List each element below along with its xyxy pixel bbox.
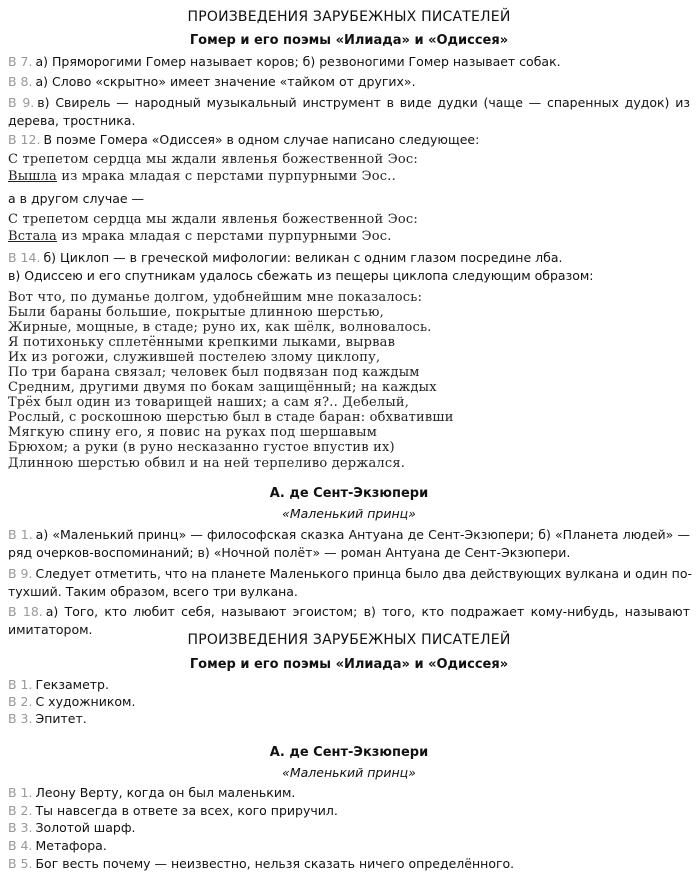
answer-item xyxy=(8,785,690,801)
answer-item xyxy=(8,820,690,836)
answer-item xyxy=(8,54,690,70)
answer-text: С художником. xyxy=(35,694,136,709)
answer-item xyxy=(8,95,690,111)
answer-label: В 1. xyxy=(8,677,33,692)
answer-label: В 12. xyxy=(8,132,41,147)
author-heading: А. де Сент-Экзюпери xyxy=(269,745,429,760)
answer-text: а) Того, кто любит себя, называют эгоистом; в) того, кто подражает кому-нибудь, называют xyxy=(45,604,690,619)
answer-item xyxy=(8,604,690,620)
section-subtitle: Гомер и его поэмы «Илиада» и «Одиссея» xyxy=(189,33,509,48)
answer-text: а) Слово «скрытно» имеет значение «тайком от других». xyxy=(35,74,416,89)
underlined-word: Вышла xyxy=(8,169,57,184)
answer-text: Бог весть почему — неизвестно, нельзя сказать ничего определённого. xyxy=(35,856,515,871)
answer-text: Следует отметить, что на планете Маленького принца было два действующих вулкана и один по- xyxy=(35,566,693,581)
answer-text: Гекзаметр. xyxy=(35,677,109,692)
answer-item xyxy=(8,74,690,90)
answer-label: В 14. xyxy=(8,250,41,265)
poem-line xyxy=(8,229,690,245)
poem-line: Длинною шерстью обвил и на ней терпеливо держался. xyxy=(8,456,406,471)
answer-text: в) Свирель — народный музыкальный инструмент в виде дудки (чаще — спаренных дудок) из xyxy=(37,95,690,110)
underlined-word: Встала xyxy=(8,229,57,244)
answer-label: В 1. xyxy=(8,785,33,800)
answer-item xyxy=(8,803,690,819)
answer-label: В 1. xyxy=(8,527,33,542)
answer-text: Золотой шарф. xyxy=(35,820,136,835)
poem-line: Я потихоньку сплетёнными крепкими лыками, вырвав xyxy=(8,335,396,350)
answer-label: В 5. xyxy=(8,856,33,871)
answer-text: Метафора. xyxy=(35,838,107,853)
answer-item xyxy=(8,711,690,727)
poem-line: Трёх был один из товарищей наших; а сам я?.. Дебелый, xyxy=(8,395,410,410)
poem-line xyxy=(8,169,690,185)
answer-text: Леону Верту, когда он был маленьким. xyxy=(35,785,296,800)
poem-text: из мрака младая с перстами пурпурными Эос. xyxy=(57,229,392,244)
answer-text: б) Циклоп — в греческой мифологии: великан с одним глазом посредине лба. xyxy=(43,250,563,265)
author-heading: А. де Сент-Экзюпери xyxy=(269,486,429,501)
answer-text-cont: дерева, тростника. xyxy=(8,113,136,128)
poem-line: Были бараны большие, покрытые длинною шерстью, xyxy=(8,305,384,320)
section-subtitle: Гомер и его поэмы «Илиада» и «Одиссея» xyxy=(189,657,509,672)
answer-text: в) Одиссею и его спутникам удалось сбежать из пещеры циклопа следующим образом: xyxy=(8,268,594,283)
answer-label: В 7. xyxy=(8,54,33,69)
answer-text: а) «Маленький принц» — философская сказка Антуана де Сент-Экзюпери; б) «Планета людей» — xyxy=(35,527,690,542)
paragraph: а в другом случае — xyxy=(8,191,145,206)
answer-label: В 3. xyxy=(8,820,33,835)
answer-text: а) Пряморогими Гомер называет коров; б) резвоногими Гомер называет собак. xyxy=(35,54,561,69)
poem-line: Жирные, мощные, в стаде; руно их, как шёлк, волновалось. xyxy=(8,320,432,335)
answer-text: Эпитет. xyxy=(35,711,87,726)
answer-text: Ты навсегда в ответе за всех, кого приручил. xyxy=(35,803,338,818)
answer-item xyxy=(8,132,690,148)
poem-line: С трепетом сердца мы ждали явленья божественной Эос: xyxy=(8,152,418,167)
poem-line: Средним, другими двумя по бокам защищённый; на каждых xyxy=(8,380,437,395)
poem-line: Рослый, с роскошною шерстью был в стаде баран: обхвативши xyxy=(8,410,454,425)
work-title: «Маленький принц» xyxy=(282,506,416,521)
answer-item xyxy=(8,527,690,543)
answer-item xyxy=(8,694,690,710)
section-title: ПРОИЗВЕДЕНИЯ ЗАРУБЕЖНЫХ ПИСАТЕЛЕЙ xyxy=(187,632,511,648)
poem-line: По три барана связал; человек был подвязан под каждым xyxy=(8,365,420,380)
answer-text: В поэме Гомера «Одиссея» в одном случае написано следующее: xyxy=(43,132,480,147)
answer-item xyxy=(8,250,690,266)
answer-label: В 4. xyxy=(8,838,33,853)
answer-label: В 2. xyxy=(8,803,33,818)
answer-label: В 2. xyxy=(8,694,33,709)
poem-line: Брюхом; а руки (в руно несказанно густое впустив их) xyxy=(8,440,395,455)
answer-text-cont: тухший. Таким образом, всего три вулкана. xyxy=(8,584,298,599)
answer-item xyxy=(8,856,690,872)
answer-label: В 8. xyxy=(8,74,33,89)
poem-line: С трепетом сердца мы ждали явленья божественной Эос: xyxy=(8,212,418,227)
section-title: ПРОИЗВЕДЕНИЯ ЗАРУБЕЖНЫХ ПИСАТЕЛЕЙ xyxy=(187,9,511,25)
answer-item xyxy=(8,838,690,854)
poem-line: Вот что, по думанье долгом, удобнейшим мне показалось: xyxy=(8,290,423,305)
answer-label: В 18. xyxy=(8,604,43,619)
work-title: «Маленький принц» xyxy=(282,765,416,780)
answer-text-cont: ряд очерков-воспоминаний; в) «Ночной полёт» — роман Антуана де Сент-Экзюпери. xyxy=(8,545,571,560)
answer-label: В 9. xyxy=(8,95,35,110)
answer-text-cont: имитатором. xyxy=(8,622,93,637)
answer-label: В 3. xyxy=(8,711,33,726)
poem-text: из мрака младая с перстами пурпурными Эос.. xyxy=(57,169,396,184)
answer-item xyxy=(8,677,690,693)
answer-item xyxy=(8,566,693,582)
answer-label: В 9. xyxy=(8,566,33,581)
poem-line: Их из рогожи, служившей постелею злому циклопу, xyxy=(8,350,381,365)
poem-line: Мягкую спину его, я повис на руках под шершавым xyxy=(8,425,378,440)
